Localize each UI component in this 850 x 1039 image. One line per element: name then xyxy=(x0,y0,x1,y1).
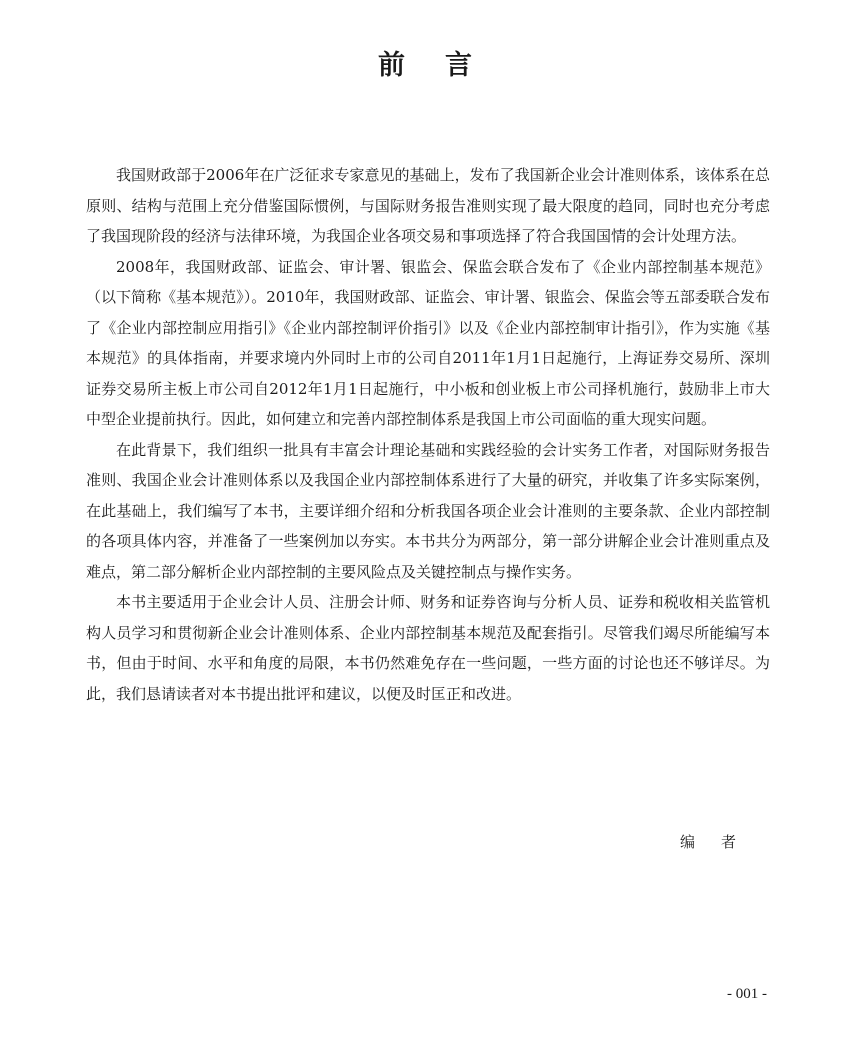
author-signature: 编者 xyxy=(680,833,763,851)
preface-body xyxy=(86,160,770,709)
paragraph-4: 本书主要适用于企业会计人员、注册会计师、财务和证券咨询与分析人员、证券和税收相关监管机构人员学习和贯彻新企业会计准则体系、企业内部控制基本规范及配套指引。尽管我们竭尽所能编写本书，但由于时间、水平和角度的局限，本书仍然难免存在一些问题，一些方面的讨论也还不够详尽。为此，我们恳请读者对本书提出批评和建议，以便及时匡正和改进。 xyxy=(86,593,770,703)
paragraph-2: 2008年，我国财政部、证监会、审计署、银监会、保监会联合发布了《企业内部控制基本规范》（以下简称《基本规范》）。2010年，我国财政部、证监会、审计署、银监会、保监会等五部委联合发布了《企业内部控制应用指引》《企业内部控制评价指引》以及《企业内部控制审计指引》，作为实施《基本规范》的具体指南，并要求境内外同时上市的公司自2011年1月1日起施行，上海证券交易所、深圳证券交易所主板上市公司自2012年1月1日起施行，中小板和创业板上市公司择机施行，鼓励非上市大中型企业提前执行。因此，如何建立和完善内部控制体系是我国上市公司面临的重大现实问题。 xyxy=(86,257,770,428)
page-title: 前言 xyxy=(378,50,512,81)
paragraph-1: 我国财政部于2006年在广泛征求专家意见的基础上，发布了我国新企业会计准则体系，该体系在总原则、结构与范围上充分借鉴国际惯例，与国际财务报告准则实现了最大限度的趋同，同时也充分考虑了我国现阶段的经济与法律环境，为我国企业各项交易和事项选择了符合我国国情的会计处理方法。 xyxy=(86,166,770,245)
page-number: - 001 - xyxy=(727,986,767,1002)
paragraph-3: 在此背景下，我们组织一批具有丰富会计理论基础和实践经验的会计实务工作者，对国际财务报告准则、我国企业会计准则体系以及我国企业内部控制体系进行了大量的研究，并收集了许多实际案例，在此基础上，我们编写了本书，主要详细介绍和分析我国各项企业会计准则的主要条款、企业内部控制的各项具体内容，并准备了一些案例加以夯实。本书共分为两部分，第一部分讲解企业会计准则重点及难点，第二部分解析企业内部控制的主要风险点及关键控制点与操作实务。 xyxy=(86,440,770,581)
